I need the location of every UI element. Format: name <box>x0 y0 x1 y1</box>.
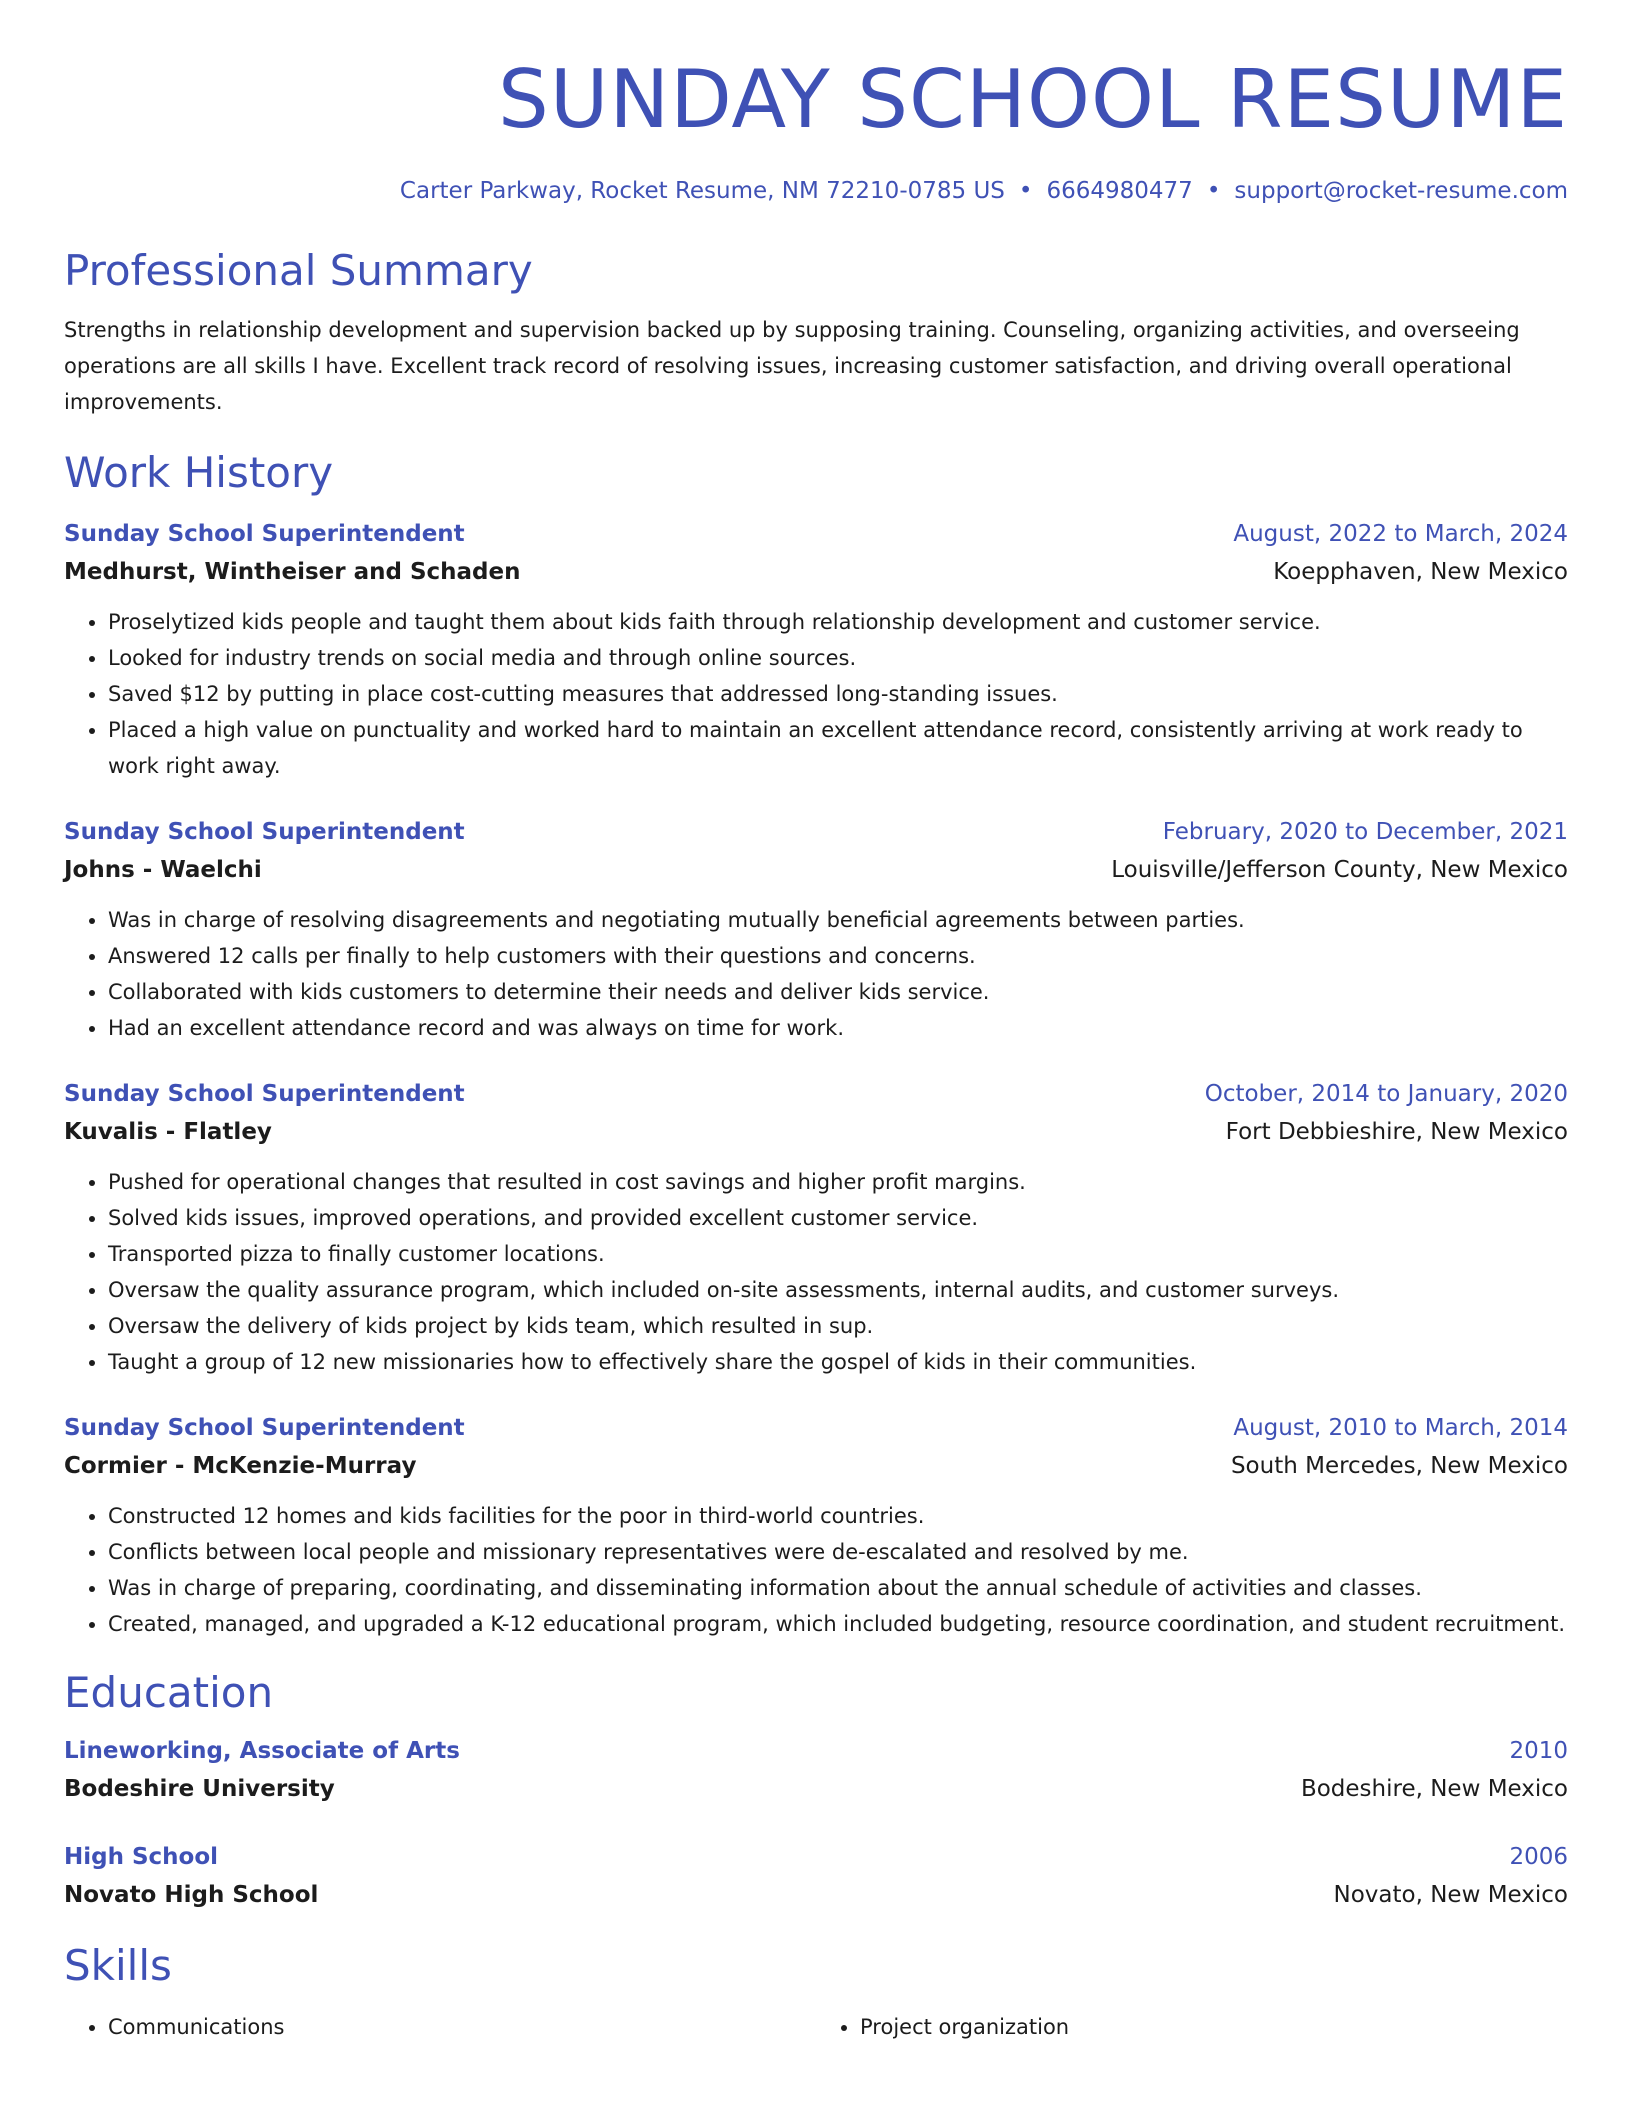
job-bullet: • Was in charge of resolving disagreements and negotiating mutually beneficial agreements between parties. <box>108 902 1568 938</box>
job-bullet: • Was in charge of preparing, coordinating, and disseminating information about the annual schedule of activities and classes. <box>108 1570 1568 1606</box>
contact-separator: • <box>1018 178 1033 204</box>
job-location: Louisville/Jefferson County, New Mexico <box>1111 857 1568 884</box>
education-entry <box>64 1733 1568 1809</box>
job-company: Johns - Waelchi <box>64 857 262 884</box>
job-bullet: • Oversaw the delivery of kids project by kids team, which resulted in sup. <box>108 1308 1568 1344</box>
education-degree: Lineworking, Associate of Arts <box>64 1737 460 1764</box>
resume-name: SUNDAY SCHOOL RESUME <box>498 53 1568 146</box>
job-bullet: • Collaborated with kids customers to determine their needs and deliver kids service. <box>108 974 1568 1010</box>
skills-column-left <box>64 2009 816 2045</box>
job-bullet: • Transported pizza to finally customer locations. <box>108 1236 1568 1272</box>
education-school: Novato High School <box>64 1881 319 1908</box>
job-bullets <box>64 1498 1568 1642</box>
contact-line <box>64 178 1568 206</box>
job-entry <box>64 1076 1568 1380</box>
skill-item: • Communications <box>108 2009 816 2045</box>
education-heading: Education <box>64 1668 274 1718</box>
job-company: Medhurst, Wintheiser and Schaden <box>64 559 521 586</box>
job-entry <box>64 1410 1568 1642</box>
skills-heading: Skills <box>64 1940 172 1990</box>
job-entry <box>64 516 1568 784</box>
job-location: Fort Debbieshire, New Mexico <box>1225 1119 1568 1146</box>
job-bullet: • Placed a high value on punctuality and worked hard to maintain an excellent attendance record, consistently arriving at work ready to work right away. <box>108 712 1568 784</box>
job-entry <box>64 814 1568 1046</box>
job-bullets <box>64 1164 1568 1380</box>
skill-item: • Project organization <box>860 2009 1568 2045</box>
summary-heading: Professional Summary <box>64 245 533 295</box>
job-location: South Mercedes, New Mexico <box>1230 1453 1568 1480</box>
education-degree: High School <box>64 1843 219 1870</box>
job-bullet: • Constructed 12 homes and kids facilities for the poor in third-world countries. <box>108 1498 1568 1534</box>
job-location: Koepphaven, New Mexico <box>1273 559 1568 586</box>
job-company: Cormier - McKenzie-Murray <box>64 1453 417 1480</box>
education-year: 2010 <box>1509 1737 1568 1764</box>
job-bullets <box>64 902 1568 1046</box>
job-bullets <box>64 604 1568 784</box>
job-company: Kuvalis - Flatley <box>64 1119 272 1146</box>
job-bullet: • Saved $12 by putting in place cost-cutting measures that addressed long-standing issues. <box>108 676 1568 712</box>
work-history-list <box>64 516 1568 1642</box>
job-bullet: • Conflicts between local people and missionary representatives were de-escalated and resolved by me. <box>108 1534 1568 1570</box>
job-dates: February, 2020 to December, 2021 <box>1162 819 1568 846</box>
job-title: Sunday School Superintendent <box>64 521 465 548</box>
job-bullet: • Pushed for operational changes that resulted in cost savings and higher profit margins. <box>108 1164 1568 1200</box>
job-dates: October, 2014 to January, 2020 <box>1204 1081 1568 1108</box>
education-location: Novato, New Mexico <box>1333 1881 1568 1908</box>
job-bullet: • Created, managed, and upgraded a K-12 educational program, which included budgeting, resource coordination, and student recruitment. <box>108 1606 1568 1642</box>
job-bullet: • Oversaw the quality assurance program, which included on-site assessments, internal audits, and customer surveys. <box>108 1272 1568 1308</box>
job-bullet: • Proselytized kids people and taught them about kids faith through relationship development and customer service. <box>108 604 1568 640</box>
summary-text: Strengths in relationship development and supervision backed up by supposing training. Counseling, organizing activities, and overseeing operations are all skills I have. Excellent track record of resolving issues, increasing customer satisfaction, and driving overall operational improvements. <box>64 317 1520 414</box>
work-history-heading: Work History <box>64 447 334 497</box>
contact-separator: • <box>1206 178 1221 204</box>
job-bullet: • Answered 12 calls per finally to help customers with their questions and concerns. <box>108 938 1568 974</box>
job-bullet: • Had an excellent attendance record and was always on time for work. <box>108 1010 1568 1046</box>
job-dates: August, 2022 to March, 2024 <box>1233 521 1568 548</box>
job-dates: August, 2010 to March, 2014 <box>1233 1415 1568 1442</box>
education-entry <box>64 1839 1568 1915</box>
education-school: Bodeshire University <box>64 1775 335 1802</box>
skills-column-right <box>816 2009 1568 2045</box>
contact-phone: 6664980477 <box>1046 178 1193 204</box>
job-title: Sunday School Superintendent <box>64 1081 465 1108</box>
contact-email[interactable]: support@rocket-resume.com <box>1234 178 1568 204</box>
job-title: Sunday School Superintendent <box>64 819 465 846</box>
job-bullet: • Solved kids issues, improved operations, and provided excellent customer service. <box>108 1200 1568 1236</box>
job-bullet: • Taught a group of 12 new missionaries how to effectively share the gospel of kids in their communities. <box>108 1344 1568 1380</box>
education-location: Bodeshire, New Mexico <box>1300 1775 1568 1802</box>
education-year: 2006 <box>1509 1843 1568 1870</box>
job-bullet: • Looked for industry trends on social media and through online sources. <box>108 640 1568 676</box>
job-title: Sunday School Superintendent <box>64 1415 465 1442</box>
resume-page <box>64 0 1568 2045</box>
skills-grid <box>64 2009 1568 2045</box>
contact-address: Carter Parkway, Rocket Resume, NM 72210-0785 US <box>399 178 1005 204</box>
